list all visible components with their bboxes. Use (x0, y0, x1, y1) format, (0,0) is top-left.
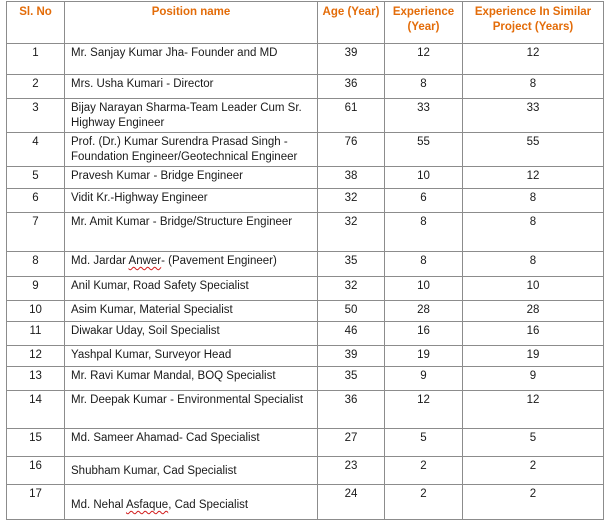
cell-sl: 16 (7, 457, 65, 485)
cell-age: 39 (318, 346, 385, 367)
cell-age: 32 (318, 277, 385, 301)
cell-position-name (65, 485, 318, 520)
cell-experience: 5 (385, 429, 463, 457)
cell-position-name: Vidit Kr.-Highway Engineer (65, 189, 318, 213)
cell-experience: 12 (385, 391, 463, 429)
cell-experience-similar: 12 (463, 391, 604, 429)
cell-position-name: Bijay Narayan Sharma-Team Leader Cum Sr. Highway Engineer (65, 99, 318, 133)
cell-experience-similar: 9 (463, 367, 604, 391)
table-row (7, 75, 604, 99)
table-row (7, 99, 604, 133)
cell-experience: 55 (385, 133, 463, 167)
cell-sl: 4 (7, 133, 65, 167)
cell-sl: 5 (7, 167, 65, 189)
cell-experience: 8 (385, 213, 463, 252)
cell-experience-similar: 5 (463, 429, 604, 457)
cell-age: 23 (318, 457, 385, 485)
table-row (7, 213, 604, 252)
header-age: Age (Year) (318, 2, 385, 44)
cell-experience: 9 (385, 367, 463, 391)
cell-age: 27 (318, 429, 385, 457)
cell-experience-similar: 8 (463, 252, 604, 277)
name-prefix: Md. Jardar (71, 255, 129, 267)
table-row (7, 457, 604, 485)
cell-age: 46 (318, 322, 385, 346)
cell-experience: 8 (385, 75, 463, 99)
cell-experience: 16 (385, 322, 463, 346)
cell-experience-similar: 12 (463, 44, 604, 75)
cell-experience-similar: 2 (463, 457, 604, 485)
cell-experience: 6 (385, 189, 463, 213)
table-row (7, 429, 604, 457)
cell-experience: 28 (385, 301, 463, 322)
cell-experience-similar: 16 (463, 322, 604, 346)
cell-position-name: Mr. Sanjay Kumar Jha- Founder and MD (65, 44, 318, 75)
cell-sl: 2 (7, 75, 65, 99)
spellcheck-flagged-word: Anwer (128, 255, 162, 267)
cell-experience-similar: 8 (463, 213, 604, 252)
cell-experience: 2 (385, 485, 463, 520)
cell-experience: 2 (385, 457, 463, 485)
table-row (7, 252, 604, 277)
cell-experience-similar: 12 (463, 167, 604, 189)
cell-experience: 8 (385, 252, 463, 277)
cell-position-name: Mrs. Usha Kumari - Director (65, 75, 318, 99)
cell-sl: 8 (7, 252, 65, 277)
cell-sl: 3 (7, 99, 65, 133)
cell-age: 35 (318, 252, 385, 277)
table-row (7, 277, 604, 301)
cell-age: 32 (318, 189, 385, 213)
header-experience-similar: Experience In Similar Project (Years) (463, 2, 604, 44)
cell-sl: 6 (7, 189, 65, 213)
cell-position-name: Shubham Kumar, Cad Specialist (65, 457, 318, 485)
cell-age: 36 (318, 391, 385, 429)
cell-experience: 10 (385, 277, 463, 301)
cell-age: 38 (318, 167, 385, 189)
cell-position-name (65, 252, 318, 277)
cell-experience-similar: 55 (463, 133, 604, 167)
table-row (7, 322, 604, 346)
cell-experience-similar: 8 (463, 189, 604, 213)
table-row (7, 133, 604, 167)
cell-experience-similar: 2 (463, 485, 604, 520)
cell-sl: 9 (7, 277, 65, 301)
header-sl-no: Sl. No (7, 2, 65, 44)
table-row (7, 367, 604, 391)
cell-age: 36 (318, 75, 385, 99)
cell-experience: 12 (385, 44, 463, 75)
cell-sl: 17 (7, 485, 65, 520)
cell-sl: 14 (7, 391, 65, 429)
cell-sl: 11 (7, 322, 65, 346)
cell-sl: 1 (7, 44, 65, 75)
cell-age: 76 (318, 133, 385, 167)
cell-experience-similar: 10 (463, 277, 604, 301)
cell-position-name: Asim Kumar, Material Specialist (65, 301, 318, 322)
cell-experience: 10 (385, 167, 463, 189)
table-row (7, 189, 604, 213)
table-row (7, 485, 604, 520)
cell-age: 61 (318, 99, 385, 133)
cell-position-name: Prof. (Dr.) Kumar Surendra Prasad Singh - Foundation Engineer/Geotechnical Engineer (65, 133, 318, 167)
name-suffix: - (Pavement Engineer) (161, 255, 277, 267)
cell-sl: 7 (7, 213, 65, 252)
cell-position-name: Mr. Amit Kumar - Bridge/Structure Engineer (65, 213, 318, 252)
cell-position-name: Yashpal Kumar, Surveyor Head (65, 346, 318, 367)
staff-table (6, 1, 604, 520)
header-experience: Experience (Year) (385, 2, 463, 44)
cell-age: 35 (318, 367, 385, 391)
spellcheck-flagged-word: Asfaque (125, 499, 169, 511)
header-row (7, 2, 604, 44)
cell-position-name: Mr. Ravi Kumar Mandal, BOQ Specialist (65, 367, 318, 391)
cell-age: 24 (318, 485, 385, 520)
cell-sl: 15 (7, 429, 65, 457)
cell-sl: 10 (7, 301, 65, 322)
cell-position-name: Mr. Deepak Kumar - Environmental Specialist (65, 391, 318, 429)
table-row (7, 391, 604, 429)
cell-age: 39 (318, 44, 385, 75)
cell-sl: 13 (7, 367, 65, 391)
table-row (7, 167, 604, 189)
cell-position-name: Md. Sameer Ahamad- Cad Specialist (65, 429, 318, 457)
cell-position-name: Pravesh Kumar - Bridge Engineer (65, 167, 318, 189)
cell-experience-similar: 28 (463, 301, 604, 322)
cell-experience-similar: 33 (463, 99, 604, 133)
cell-experience-similar: 8 (463, 75, 604, 99)
cell-experience: 33 (385, 99, 463, 133)
table-row (7, 44, 604, 75)
cell-experience-similar: 19 (463, 346, 604, 367)
table-row (7, 301, 604, 322)
cell-position-name: Diwakar Uday, Soil Specialist (65, 322, 318, 346)
cell-age: 50 (318, 301, 385, 322)
cell-experience: 19 (385, 346, 463, 367)
cell-age: 32 (318, 213, 385, 252)
cell-position-name: Anil Kumar, Road Safety Specialist (65, 277, 318, 301)
name-prefix: Md. Nehal (71, 499, 126, 511)
cell-sl: 12 (7, 346, 65, 367)
header-position-name: Position name (65, 2, 318, 44)
name-suffix: , Cad Specialist (168, 499, 249, 511)
table-row (7, 346, 604, 367)
